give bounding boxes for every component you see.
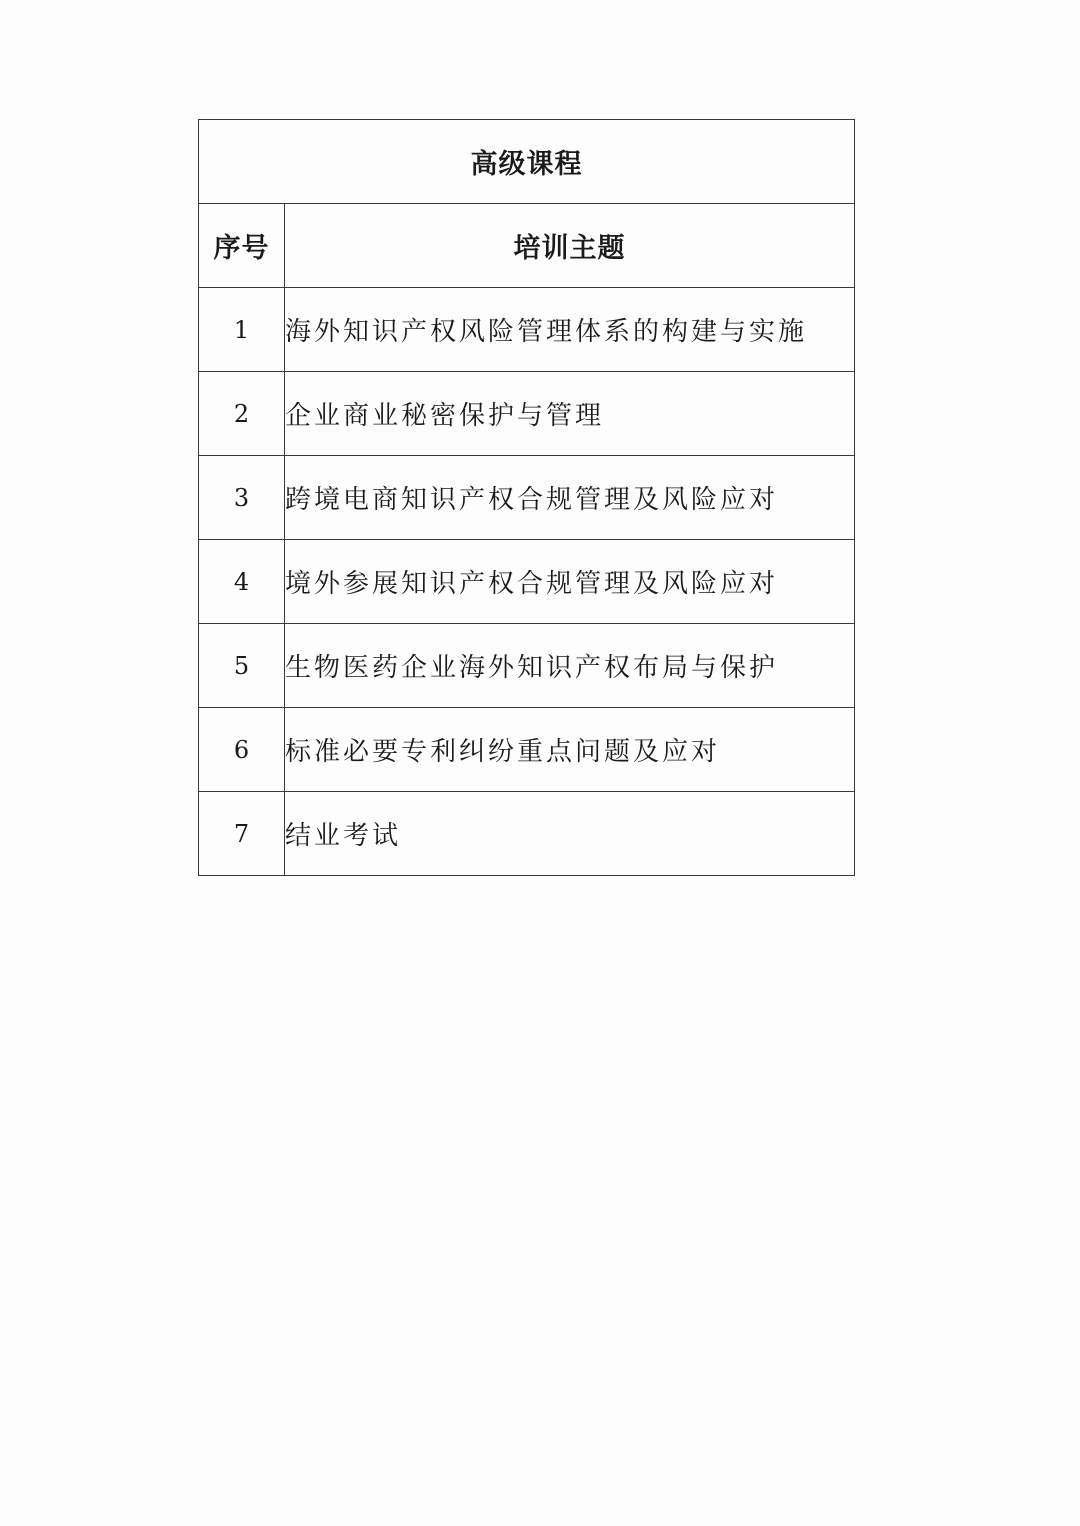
header-number: 序号 (199, 204, 285, 288)
row-topic: 企业商业秘密保护与管理 (285, 372, 855, 456)
row-topic: 结业考试 (285, 792, 855, 876)
row-topic: 境外参展知识产权合规管理及风险应对 (285, 540, 855, 624)
table-row (199, 624, 855, 708)
row-topic: 跨境电商知识产权合规管理及风险应对 (285, 456, 855, 540)
table-row (199, 288, 855, 372)
table-title: 高级课程 (199, 120, 855, 204)
table-row (199, 456, 855, 540)
table-row (199, 372, 855, 456)
row-number: 4 (199, 540, 285, 624)
row-number: 5 (199, 624, 285, 708)
table-row (199, 540, 855, 624)
row-topic: 生物医药企业海外知识产权布局与保护 (285, 624, 855, 708)
table-title-row (199, 120, 855, 204)
row-number: 1 (199, 288, 285, 372)
row-topic: 标准必要专利纠纷重点问题及应对 (285, 708, 855, 792)
course-table (198, 119, 855, 876)
row-number: 6 (199, 708, 285, 792)
row-topic: 海外知识产权风险管理体系的构建与实施 (285, 288, 855, 372)
row-number: 2 (199, 372, 285, 456)
header-topic: 培训主题 (285, 204, 855, 288)
row-number: 7 (199, 792, 285, 876)
row-number: 3 (199, 456, 285, 540)
table-header-row (199, 204, 855, 288)
table-row (199, 708, 855, 792)
table-row (199, 792, 855, 876)
